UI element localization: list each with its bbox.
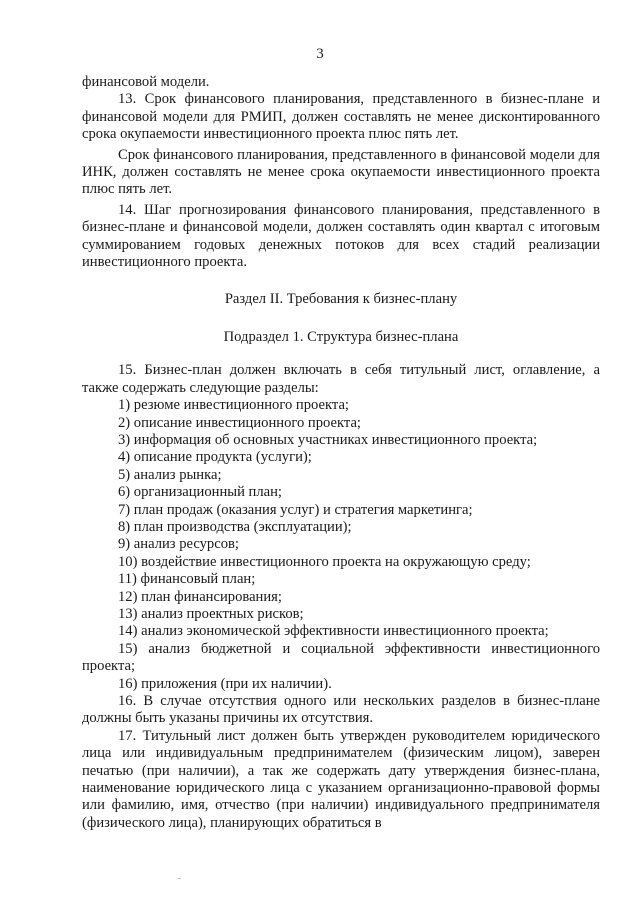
paragraph-17: 17. Титульный лист должен быть утвержден руководителем юридического лица или индивидуальным предпринимателем (физическим лицом), заверен печатью (при наличии), а так же содержать дату утверждения бизнес-плана, наименование юридического лица с указанием организационно-правовой формы или фамилию, имя, отчество (при наличии) индивидуального предпринимателя (физического лица), планирующих обратиться в xyxy=(82,727,600,831)
subsection-title: Подраздел 1. Структура бизнес-плана xyxy=(223,328,459,345)
document-body xyxy=(82,74,600,832)
list-item: 3) информация об основных участниках инвестиционного проекта; xyxy=(118,431,538,448)
list-item: 6) организационный план; xyxy=(118,484,282,501)
paragraph-13b: Срок финансового планирования, представленного в финансовой модели для ИНК, должен составлять не менее срока окупаемости инвестиционного проекта плюс пять лет. xyxy=(82,146,600,198)
scan-artifact-dot xyxy=(178,878,181,879)
list-item: 2) описание инвестиционного проекта; xyxy=(118,414,361,431)
list-item: 13) анализ проектных рисков; xyxy=(118,605,304,622)
list-item: 4) описание продукта (услуги); xyxy=(118,449,312,466)
list-item: 1) резюме инвестиционного проекта; xyxy=(118,397,349,414)
paragraph-15: 15. Бизнес-план должен включать в себя титульный лист, оглавление, а также содержать следующие разделы: xyxy=(82,362,600,396)
section-title: Раздел II. Требования к бизнес-плану xyxy=(224,291,458,308)
list-item: 5) анализ рынка; xyxy=(118,466,222,483)
page-number: 3 xyxy=(316,46,324,62)
list-item: 7) план продаж (оказания услуг) и стратегия маркетинга; xyxy=(118,501,473,518)
list-item: 12) план финансирования; xyxy=(118,588,282,605)
paragraph-16: 16. В случае отсутствия одного или нескольких разделов в бизнес-плане должны быть указаны причины их отсутствия. xyxy=(82,693,600,727)
list-item: 11) финансовый план; xyxy=(118,571,256,588)
paragraph-continuation: финансовой модели. xyxy=(82,74,210,90)
list-item: 9) анализ ресурсов; xyxy=(118,536,239,553)
paragraph-13: 13. Срок финансового планирования, представленного в бизнес-плане и финансовой модели для РМИП, должен составлять не менее дисконтированного срока окупаемости инвестиционного проекта плюс пять лет. xyxy=(82,91,600,143)
list-item: 16) приложения (при их наличии). xyxy=(118,675,332,692)
list-item: 14) анализ экономической эффективности инвестиционного проекта; xyxy=(118,623,549,640)
list-item: 10) воздействие инвестиционного проекта на окружающую среду; xyxy=(118,553,531,570)
list-item: 8) план производства (эксплуатации); xyxy=(118,518,352,535)
paragraph-14: 14. Шаг прогнозирования финансового планирования, представленного в бизнес-плане и финансовой модели, должен составлять один квартал с итоговым суммированием годовых денежных потоков для всех стадий реализации инвестиционного проекта. xyxy=(82,201,600,271)
list-item: 15) анализ бюджетной и социальной эффективности инвестиционного проекта; xyxy=(82,640,600,675)
